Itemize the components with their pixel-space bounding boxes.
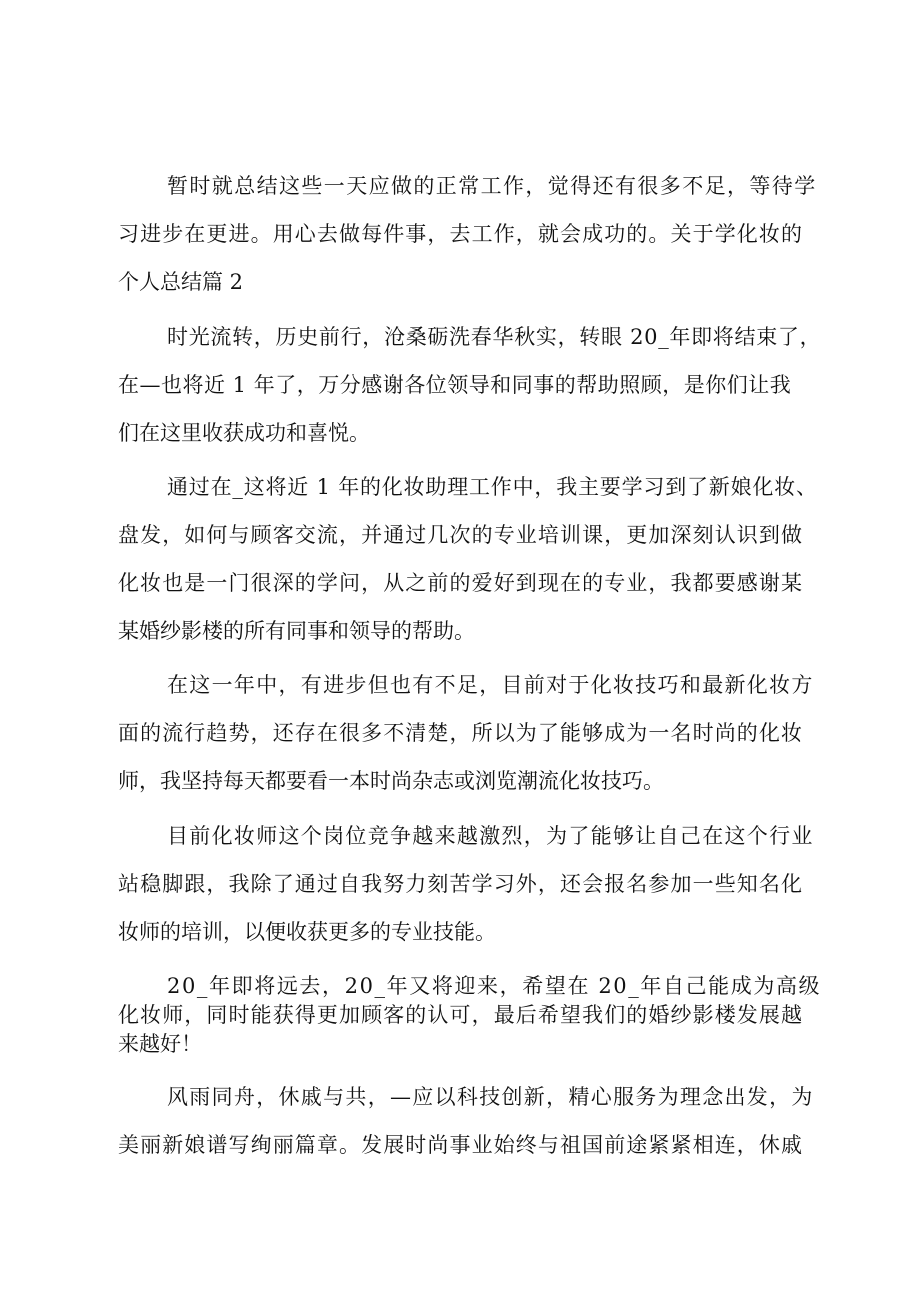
text-line: 在这一年中，有进步但也有不足，目前对于化妆技巧和最新化妆方 bbox=[167, 673, 814, 697]
text-line: 通过在_这将近 1 年的化妆助理工作中，我主要学习到了新娘化妆、 bbox=[167, 475, 818, 499]
text-line: 们在这里收获成功和喜悦。 bbox=[118, 421, 370, 445]
text-line: 在—也将近 1 年了，万分感谢各位领导和同事的帮助照顾，是你们让我 bbox=[118, 373, 792, 397]
text-line: 面的流行趋势，还存在很多不清楚，所以为了能够成为一名时尚的化妆 bbox=[118, 721, 804, 745]
text-line: 某婚纱影楼的所有同事和领导的帮助。 bbox=[118, 619, 475, 643]
text-line: 化妆师，同时能获得更加顾客的认可，最后希望我们的婚纱影楼发展越 bbox=[118, 1003, 804, 1027]
text-line: 师，我坚持每天都要看一本时尚杂志或浏览潮流化妆技巧。 bbox=[118, 769, 664, 793]
text-line: 时光流转，历史前行，沧桑砺洗春华秋实，转眼 20_年即将结束了， bbox=[167, 325, 822, 349]
text-line: 风雨同舟，休戚与共，—应以科技创新，精心服务为理念出发，为 bbox=[167, 1085, 814, 1109]
text-line: 习进步在更进。用心去做每件事，去工作，就会成功的。关于学化妆的 bbox=[118, 222, 804, 246]
text-line: 妆师的培训，以便收获更多的专业技能。 bbox=[118, 920, 496, 944]
text-line: 暂时就总结这些一天应做的正常工作，觉得还有很多不足，等待学 bbox=[167, 174, 817, 198]
text-line: 美丽新娘谱写绚丽篇章。发展时尚事业始终与祖国前途紧紧相连，休戚 bbox=[118, 1133, 804, 1157]
text-line: 来越好！ bbox=[118, 1032, 202, 1056]
text-line: 个人总结篇 2 bbox=[118, 270, 244, 294]
text-line: 20_年即将远去，20_年又将迎来，希望在 20_年自己能成为高级 bbox=[167, 974, 822, 998]
text-line: 站稳脚跟，我除了通过自我努力刻苦学习外，还会报名参加一些知名化 bbox=[118, 872, 804, 896]
text-line: 化妆也是一门很深的学问，从之前的爱好到现在的专业，我都要感谢某 bbox=[118, 571, 804, 595]
text-line: 目前化妆师这个岗位竞争越来越激烈，为了能够让自己在这个行业 bbox=[167, 824, 814, 848]
text-line: 盘发，如何与顾客交流，并通过几次的专业培训课，更加深刻认识到做 bbox=[118, 523, 804, 547]
